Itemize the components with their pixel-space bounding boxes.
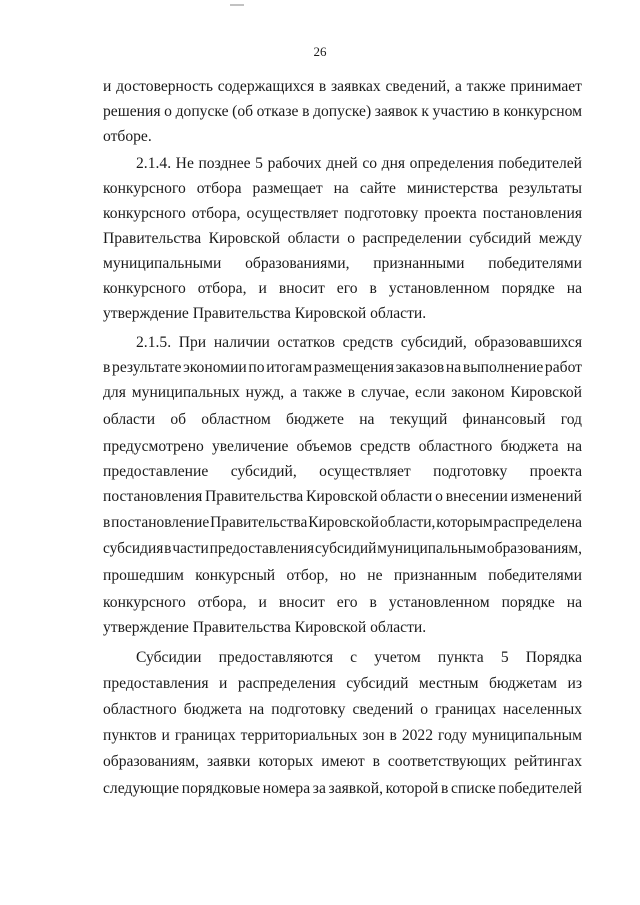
page-number: 26 [313, 44, 327, 59]
text-line: в результате экономии по итогам размещения заказов на выполнение работ [103, 359, 582, 376]
text-line: конкурсного отбора, и вносит его в установленном порядке на [103, 594, 582, 611]
text-line: отборе. [103, 128, 152, 145]
text-line: постановления Правительства Кировской области о внесении изменений [103, 488, 582, 505]
text-line: конкурсного отбора, и вносит его в установленном порядке на [103, 280, 582, 297]
text-line: предоставления и распределения субсидий местным бюджетам из [103, 675, 582, 692]
paragraph-2-1-4-first-line: 2.1.4. Не позднее 5 рабочих дней со дня определения победителей [136, 155, 582, 172]
paragraph-2-1-5-first-line: 2.1.5. При наличии остатков средств субсидий, образовавшихся [136, 334, 582, 351]
text-line: конкурсного отбора, осуществляет подготовку проекта постановления [103, 205, 582, 222]
text-line: области об областном бюджете на текущий финансовый год [103, 411, 582, 428]
text-line: областного бюджета на подготовку сведений о границах населенных [103, 701, 582, 718]
text-line: в постановление Правительства Кировской области, которым распределена [103, 514, 582, 531]
text-line: утверждение Правительства Кировской области. [103, 305, 427, 322]
text-line: прошедшим конкурсный отбор, но не признанным победителями [103, 567, 582, 584]
text-line: образованиям, заявки которых имеют в соответствующих рейтингах [103, 753, 582, 770]
paragraph-subsidies-first-line: Субсидии предоставляются с учетом пункта 5 Порядка [136, 649, 582, 666]
text-line: решения о допуске (об отказе в допуске) заявок к участию в конкурсном [103, 103, 582, 120]
text-line: для муниципальных нужд, а также в случае, если законом Кировской [103, 384, 582, 401]
text-line: утверждение Правительства Кировской области. [103, 619, 427, 636]
scan-artifact [230, 4, 244, 6]
text-line: конкурсного отбора размещает на сайте министерства результаты [103, 180, 582, 197]
text-line: и достоверность содержащихся в заявках сведений, а также принимает [103, 78, 582, 95]
text-line: субсидия в части предоставления субсидий муниципальным образованиям, [103, 540, 582, 557]
text-line: следующие порядковые номера за заявкой, которой в списке победителей [103, 780, 582, 797]
text-line: пунктов и границах территориальных зон в 2022 году муниципальным [103, 727, 582, 744]
text-line: Правительства Кировской области о распределении субсидий между [103, 230, 582, 247]
text-line: предоставление субсидий, осуществляет подготовку проекта [103, 463, 582, 480]
text-line: предусмотрено увеличение объемов средств областного бюджета на [103, 438, 582, 455]
text-line: муниципальными образованиями, признанными победителями [103, 255, 582, 272]
